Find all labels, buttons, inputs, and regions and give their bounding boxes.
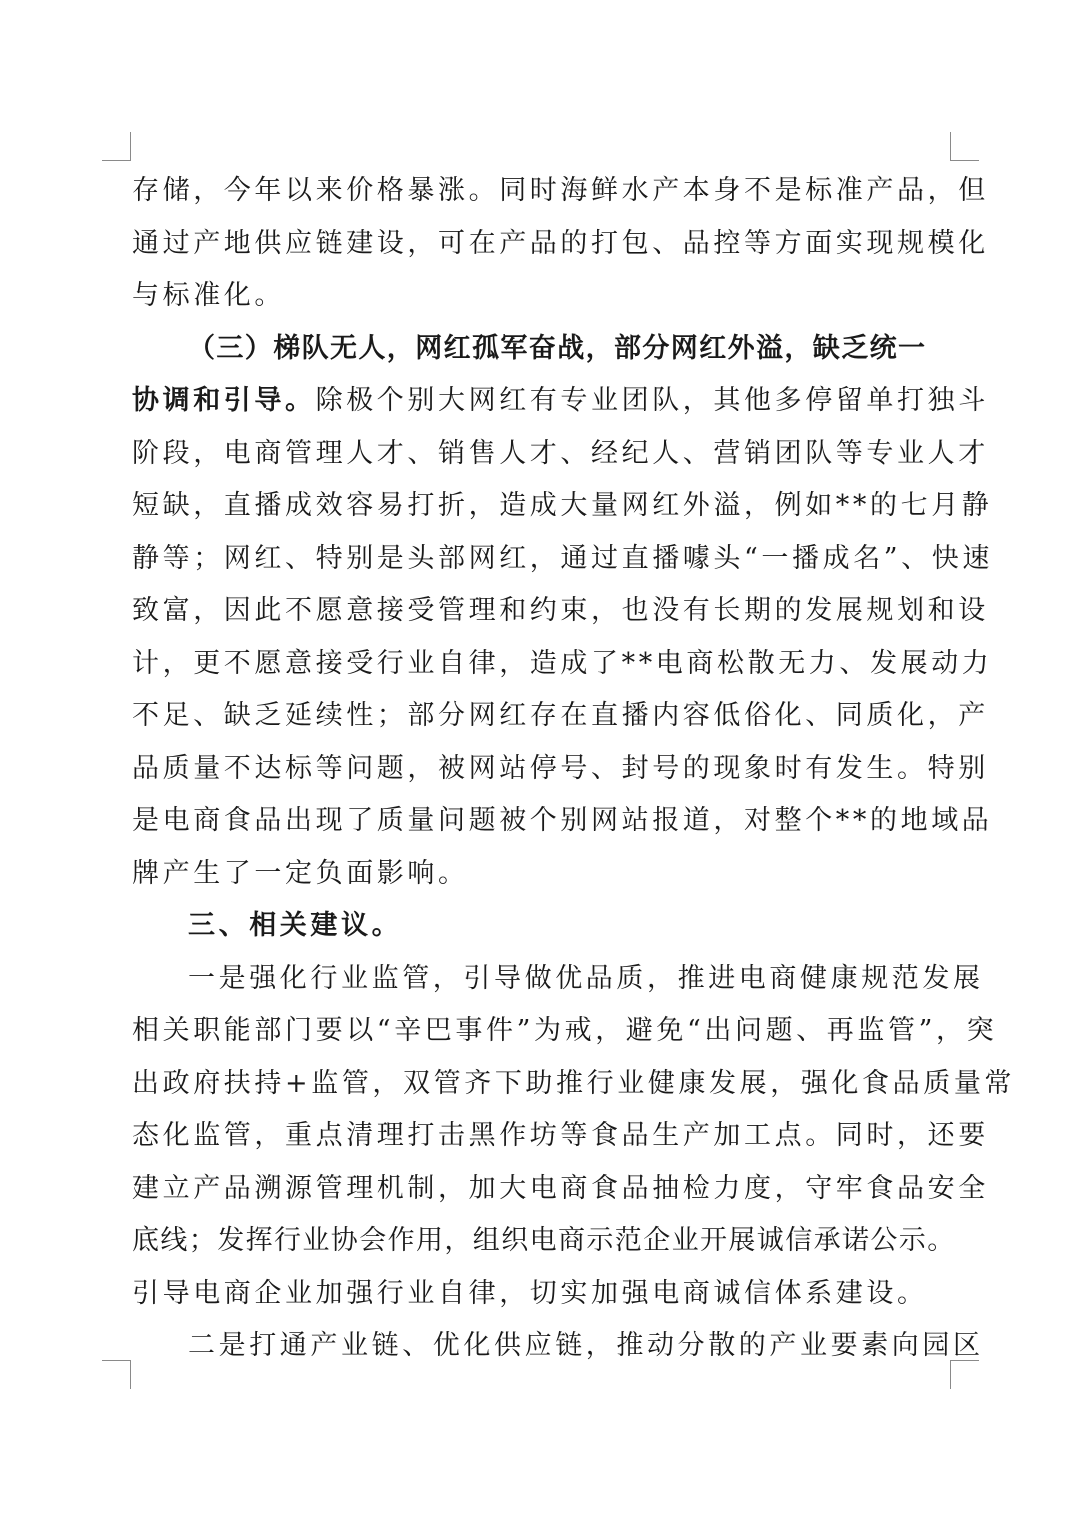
paragraph-line: 存储，今年以来价格暴涨。同时海鲜水产本身不是标准产品，但 [132,175,989,206]
paragraph-line: 品质量不达标等问题，被网站停号、封号的现象时有发生。特别 [132,752,989,784]
paragraph-line: 出政府扶持+监管，双管齐下助推行业健康发展，强化食品质量常 [132,1067,1016,1099]
crop-mark-top-left [102,132,131,161]
document-body [132,165,1016,1373]
paragraph-line: 是电商食品出现了质量问题被个别网站报道，对整个**的地域品 [132,805,993,836]
paragraph-line: 短缺，直播成效容易打折，造成大量网红外溢，例如**的七月静 [132,490,993,521]
paragraph-line [132,375,989,428]
paragraph-line: 建立产品溯源管理机制，加大电商食品抽检力度，守牢食品安全 [132,1172,989,1204]
paragraph-line: 一是强化行业监管，引导做优品质，推进电商健康规范发展 [188,962,984,994]
paragraph-line: 致富，因此不愿意接受管理和约束，也没有长期的发展规划和设 [132,595,989,626]
crop-mark-bottom-left [102,1360,131,1389]
paragraph-line: 牌产生了一定负面影响。 [132,857,469,889]
paragraph-line: 与标准化。 [132,280,285,311]
paragraph-line: 阶段，电商管理人才、销售人才、经纪人、营销团队等专业人才 [132,437,989,469]
paragraph-line: 不足、缺乏延续性；部分网红存在直播内容低俗化、同质化，产 [132,700,989,731]
paragraph-line: 通过产地供应链建设，可在产品的打包、品控等方面实现规模化 [132,227,989,259]
subsection-heading: （三）梯队无人，网红孤军奋战，部分网红外溢，缺乏统一 [188,332,927,364]
subsection-heading-cont: 协调和引导。 [132,385,316,416]
paragraph-line: 引导电商企业加强行业自律，切实加强电商诚信体系建设。 [132,1277,928,1309]
paragraph-line: 态化监管，重点清理打击黑作坊等食品生产加工点。同时，还要 [132,1120,989,1151]
paragraph-line: 静等；网红、特别是头部网红，通过直播噱头“一播成名”、快速 [132,542,994,574]
paragraph-line: 相关职能部门要以“辛巴事件”为戒，避免“出问题、再监管”，突 [132,1015,998,1046]
paragraph-line: 计，更不愿意接受行业自律，造成了**电商松散无力、发展动力 [132,647,993,679]
paragraph-text: 除极个别大网红有专业团队，其他多停留单打独斗 [315,385,989,416]
section-heading: 三、相关建议。 [188,910,403,941]
paragraph-line: 底线；发挥行业协会作用，组织电商示范企业开展诚信承诺公示。 [132,1225,956,1256]
paragraph-line: 二是打通产业链、优化供应链，推动分散的产业要素向园区 [188,1330,984,1361]
crop-mark-top-right [950,132,979,161]
